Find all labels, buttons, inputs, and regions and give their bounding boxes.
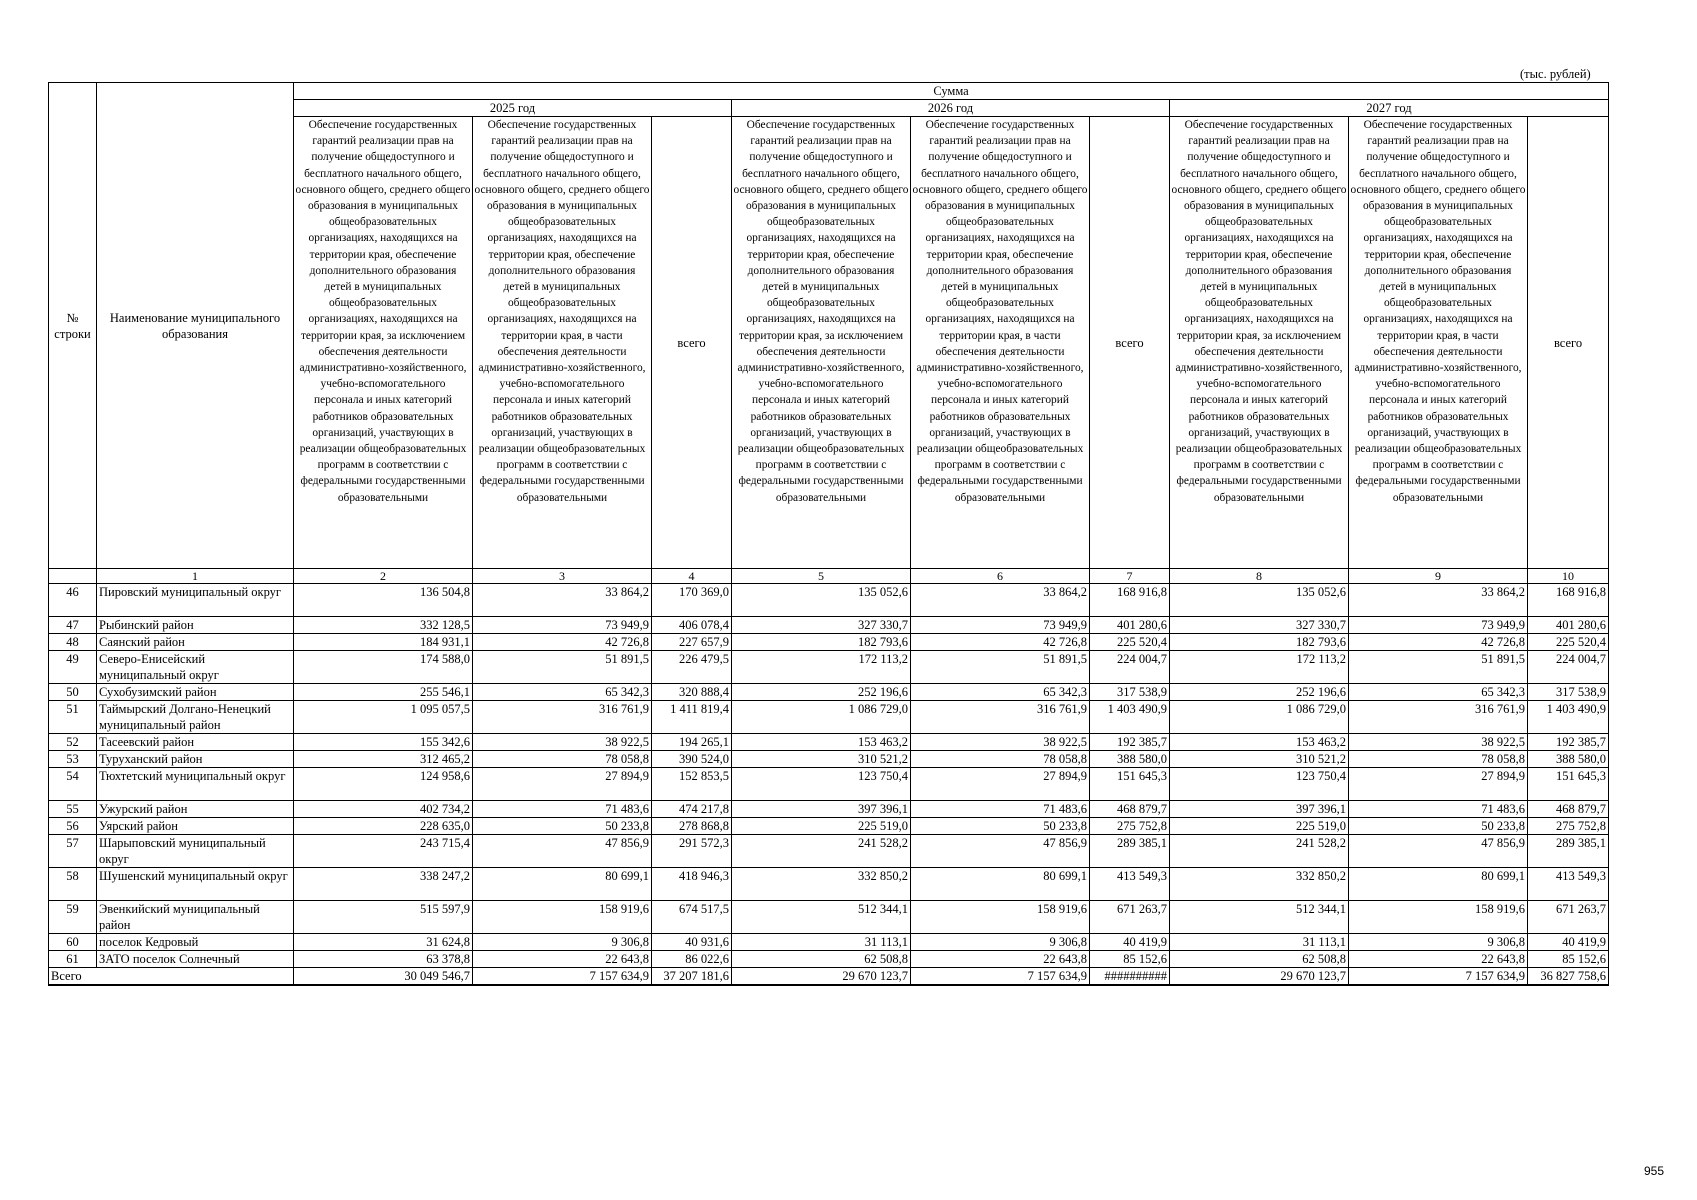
value-cell: 155 342,6 [294,734,473,751]
row-number: 59 [49,901,97,934]
municipality-name-text: Уярский район [99,819,178,833]
value-cell: 80 699,1 [911,868,1090,901]
value-cell: 515 597,9 [294,901,473,934]
value-cell: 275 752,8 [1528,818,1609,835]
value-cell: 401 280,6 [1528,617,1609,634]
value-cell: 42 726,8 [473,634,652,651]
value-cell: 512 344,1 [1170,901,1349,934]
header-sum: Сумма [294,83,1609,100]
value-cell: 192 385,7 [1090,734,1170,751]
value-cell: 22 643,8 [911,951,1090,968]
value-cell: 338 247,2 [294,868,473,901]
value-cell: 225 520,4 [1528,634,1609,651]
value-cell: 9 306,8 [473,934,652,951]
value-cell: 78 058,8 [1349,751,1528,768]
municipality-name [97,818,294,835]
value-cell: 255 546,1 [294,684,473,701]
value-cell: 153 463,2 [732,734,911,751]
value-cell: 291 572,3 [652,835,732,868]
row-number: 51 [49,701,97,734]
value-cell: 317 538,9 [1528,684,1609,701]
municipality-name-text: Саянский район [99,635,185,649]
table-row [49,835,1609,868]
table-row [49,751,1609,768]
value-cell: 152 853,5 [652,768,732,801]
value-cell: 31 624,8 [294,934,473,951]
header-year-2026: 2026 год [732,100,1170,117]
row-number: 52 [49,734,97,751]
col-number: 4 [652,569,732,584]
municipality-name [97,868,294,901]
total-value-cell: 29 670 123,7 [732,968,911,986]
value-cell: 243 715,4 [294,835,473,868]
units-label: (тыс. рублей) [1520,67,1591,81]
municipality-name-text: Северо-Енисейский муниципальный округ [99,652,219,682]
value-cell: 158 919,6 [911,901,1090,934]
value-cell: 31 113,1 [732,934,911,951]
value-cell: 85 152,6 [1090,951,1170,968]
row-number: 50 [49,684,97,701]
value-cell: 38 922,5 [473,734,652,751]
value-cell: 225 519,0 [1170,818,1349,835]
value-cell: 71 483,6 [911,801,1090,818]
total-value-cell: 36 827 758,6 [1528,968,1609,986]
table-row [49,768,1609,801]
value-cell: 225 519,0 [732,818,911,835]
value-cell: 86 022,6 [652,951,732,968]
value-cell: 85 152,6 [1528,951,1609,968]
value-cell: 184 931,1 [294,634,473,651]
value-cell: 123 750,4 [1170,768,1349,801]
value-cell: 136 504,8 [294,584,473,617]
municipality-name-text: Тасеевский район [99,735,195,749]
municipality-name-text: Рыбинский район [99,618,194,632]
municipality-name-text: ЗАТО поселок Солнечный [99,952,240,966]
value-cell: 310 521,2 [732,751,911,768]
value-cell: 225 520,4 [1090,634,1170,651]
header-desc-2025-a: Обеспечение государственных гарантий реализации прав на получение общедоступного и бесплатного начального общего, основного общего, среднего общего образования в муниципальных общеобразовательных организациях, находящихся на территории края, обеспечение дополнительного образования детей в муниципальных общеобразовательных организациях, находящихся на территории края, за исключением обеспечения деятельности административно-хозяйственного, учебно-вспомогательного персонала и иных категорий работников образовательных организаций, участвующих в реализации общеобразовательных программ в соответствии с федеральными государственными образовательными [294,117,473,569]
value-cell: 241 528,2 [1170,835,1349,868]
page-number: 955 [1644,1164,1665,1178]
value-cell: 224 004,7 [1090,651,1170,684]
value-cell: 316 761,9 [473,701,652,734]
row-number: 56 [49,818,97,835]
value-cell: 289 385,1 [1528,835,1609,868]
col-number: 2 [294,569,473,584]
table-row [49,701,1609,734]
header-row-no: № строки [49,83,97,569]
value-cell: 135 052,6 [1170,584,1349,617]
value-cell: 151 645,3 [1090,768,1170,801]
value-cell: 33 864,2 [911,584,1090,617]
value-cell: 27 894,9 [473,768,652,801]
table-row [49,801,1609,818]
value-cell: 671 263,7 [1528,901,1609,934]
header-total-2026: всего [1090,117,1170,569]
value-cell: 73 949,9 [1349,617,1528,634]
value-cell: 320 888,4 [652,684,732,701]
municipality-name [97,651,294,684]
value-cell: 312 465,2 [294,751,473,768]
value-cell: 151 645,3 [1528,768,1609,801]
value-cell: 80 699,1 [473,868,652,901]
header-year-2025: 2025 год [294,100,732,117]
value-cell: 33 864,2 [1349,584,1528,617]
value-cell: 172 113,2 [732,651,911,684]
municipality-name [97,934,294,951]
value-cell: 33 864,2 [473,584,652,617]
value-cell: 50 233,8 [473,818,652,835]
row-number: 49 [49,651,97,684]
value-cell: 671 263,7 [1090,901,1170,934]
value-cell: 50 233,8 [911,818,1090,835]
value-cell: 168 916,8 [1090,584,1170,617]
value-cell: 275 752,8 [1090,818,1170,835]
table-row [49,617,1609,634]
municipality-name [97,901,294,934]
table-row [49,951,1609,968]
value-cell: 78 058,8 [473,751,652,768]
municipality-name-text: Эвенкийский муниципальный район [99,902,260,932]
value-cell: 22 643,8 [473,951,652,968]
row-number: 46 [49,584,97,617]
value-cell: 332 128,5 [294,617,473,634]
value-cell: 1 086 729,0 [732,701,911,734]
municipality-name [97,801,294,818]
value-cell: 289 385,1 [1090,835,1170,868]
value-cell: 124 958,6 [294,768,473,801]
municipality-name [97,584,294,617]
table-row [49,734,1609,751]
total-value-cell: 30 049 546,7 [294,968,473,986]
value-cell: 468 879,7 [1528,801,1609,818]
municipality-name-text: Пировский муниципальный округ [99,585,282,599]
value-cell: 1 403 490,9 [1528,701,1609,734]
col-number: 1 [97,569,294,584]
value-cell: 153 463,2 [1170,734,1349,751]
value-cell: 63 378,8 [294,951,473,968]
value-cell: 310 521,2 [1170,751,1349,768]
value-cell: 397 396,1 [1170,801,1349,818]
municipality-name [97,751,294,768]
value-cell: 418 946,3 [652,868,732,901]
value-cell: 27 894,9 [911,768,1090,801]
value-cell: 22 643,8 [1349,951,1528,968]
value-cell: 278 868,8 [652,818,732,835]
value-cell: 327 330,7 [1170,617,1349,634]
value-cell: 158 919,6 [1349,901,1528,934]
value-cell: 172 113,2 [1170,651,1349,684]
value-cell: 226 479,5 [652,651,732,684]
row-number: 47 [49,617,97,634]
value-cell: 47 856,9 [473,835,652,868]
value-cell: 1 403 490,9 [1090,701,1170,734]
row-number: 54 [49,768,97,801]
value-cell: 1 086 729,0 [1170,701,1349,734]
col-number: 10 [1528,569,1609,584]
value-cell: 40 419,9 [1528,934,1609,951]
value-cell: 512 344,1 [732,901,911,934]
value-cell: 316 761,9 [1349,701,1528,734]
header-desc-2026-b: Обеспечение государственных гарантий реализации прав на получение общедоступного и бесплатного начального общего, основного общего, среднего общего образования в муниципальных общеобразовательных организациях, находящихся на территории края, обеспечение дополнительного образования детей в муниципальных общеобразовательных организациях, находящихся на территории края, в части обеспечения деятельности административно-хозяйственного, учебно-вспомогательного персонала и иных категорий работников образовательных организаций, участвующих в реализации общеобразовательных программ в соответствии с федеральными государственными образовательными [911,117,1090,569]
value-cell: 252 196,6 [732,684,911,701]
value-cell: 327 330,7 [732,617,911,634]
municipality-name [97,951,294,968]
municipality-name-text: Шарыповский муниципальный округ [99,836,266,866]
value-cell: 192 385,7 [1528,734,1609,751]
municipality-name-text: поселок Кедровый [99,935,199,949]
value-cell: 9 306,8 [911,934,1090,951]
header-total-2027: всего [1528,117,1609,569]
municipality-name-text: Ужурский район [99,802,188,816]
header-desc-2026-a: Обеспечение государственных гарантий реализации прав на получение общедоступного и бесплатного начального общего, основного общего, среднего общего образования в муниципальных общеобразовательных организациях, находящихся на территории края, обеспечение дополнительного образования детей в муниципальных общеобразовательных организациях, находящихся на территории края, за исключением обеспечения деятельности административно-хозяйственного, учебно-вспомогательного персонала и иных категорий работников образовательных организаций, участвующих в реализации общеобразовательных программ в соответствии с федеральными государственными образовательными [732,117,911,569]
value-cell: 80 699,1 [1349,868,1528,901]
value-cell: 123 750,4 [732,768,911,801]
table-row [49,901,1609,934]
value-cell: 174 588,0 [294,651,473,684]
value-cell: 73 949,9 [911,617,1090,634]
total-value-cell: 29 670 123,7 [1170,968,1349,986]
col-number: 9 [1349,569,1528,584]
value-cell: 228 635,0 [294,818,473,835]
municipality-name [97,634,294,651]
table-row [49,868,1609,901]
table-row [49,934,1609,951]
header-desc-2027-a: Обеспечение государственных гарантий реализации прав на получение общедоступного и бесплатного начального общего, основного общего, среднего общего образования в муниципальных общеобразовательных организациях, находящихся на территории края, обеспечение дополнительного образования детей в муниципальных общеобразовательных организациях, находящихся на территории края, за исключением обеспечения деятельности административно-хозяйственного, учебно-вспомогательного персонала и иных категорий работников образовательных организаций, участвующих в реализации общеобразовательных программ в соответствии с федеральными государственными образовательными [1170,117,1349,569]
header-desc-2025-b: Обеспечение государственных гарантий реализации прав на получение общедоступного и бесплатного начального общего, основного общего, среднего общего образования в муниципальных общеобразовательных организациях, находящихся на территории края, обеспечение дополнительного образования детей в муниципальных общеобразовательных организациях, находящихся на территории края, в части обеспечения деятельности административно-хозяйственного, учебно-вспомогательного персонала и иных категорий работников образовательных организаций, участвующих в реализации общеобразовательных программ в соответствии с федеральными государственными образовательными [473,117,652,569]
value-cell: 252 196,6 [1170,684,1349,701]
value-cell: 168 916,8 [1528,584,1609,617]
total-value-cell: 7 157 634,9 [911,968,1090,986]
value-cell: 317 538,9 [1090,684,1170,701]
value-cell: 401 280,6 [1090,617,1170,634]
value-cell: 27 894,9 [1349,768,1528,801]
value-cell: 47 856,9 [911,835,1090,868]
value-cell: 397 396,1 [732,801,911,818]
value-cell: 71 483,6 [1349,801,1528,818]
value-cell: 332 850,2 [732,868,911,901]
value-cell: 38 922,5 [1349,734,1528,751]
col-number [49,569,97,584]
value-cell: 390 524,0 [652,751,732,768]
value-cell: 402 734,2 [294,801,473,818]
total-row [49,968,1609,986]
value-cell: 31 113,1 [1170,934,1349,951]
municipality-name-text: Тюхтетский муниципальный округ [99,769,286,783]
municipality-name [97,768,294,801]
table-row [49,584,1609,617]
value-cell: 65 342,3 [911,684,1090,701]
header-total-2025: всего [652,117,732,569]
municipality-name [97,734,294,751]
municipality-name-text: Шушенский муниципальный округ [99,869,288,883]
value-cell: 51 891,5 [473,651,652,684]
municipality-name-text: Таймырский Долгано-Ненецкий муниципальный район [99,702,271,732]
value-cell: 47 856,9 [1349,835,1528,868]
col-number: 6 [911,569,1090,584]
value-cell: 1 411 819,4 [652,701,732,734]
value-cell: 224 004,7 [1528,651,1609,684]
col-number: 7 [1090,569,1170,584]
value-cell: 51 891,5 [1349,651,1528,684]
value-cell: 65 342,3 [473,684,652,701]
table-row [49,684,1609,701]
header-name: Наименование муниципального образования [97,83,294,569]
value-cell: 388 580,0 [1090,751,1170,768]
header-year-2027: 2027 год [1170,100,1609,117]
value-cell: 227 657,9 [652,634,732,651]
value-cell: 241 528,2 [732,835,911,868]
row-number: 53 [49,751,97,768]
value-cell: 50 233,8 [1349,818,1528,835]
value-cell: 170 369,0 [652,584,732,617]
value-cell: 182 793,6 [732,634,911,651]
value-cell: 413 549,3 [1090,868,1170,901]
value-cell: 413 549,3 [1528,868,1609,901]
total-label: Всего [49,968,294,986]
value-cell: 182 793,6 [1170,634,1349,651]
value-cell: 71 483,6 [473,801,652,818]
total-value-cell: 7 157 634,9 [473,968,652,986]
municipality-name-text: Туруханский район [99,752,203,766]
value-cell: 474 217,8 [652,801,732,818]
value-cell: 62 508,8 [732,951,911,968]
row-number: 57 [49,835,97,868]
value-cell: 135 052,6 [732,584,911,617]
value-cell: 65 342,3 [1349,684,1528,701]
value-cell: 62 508,8 [1170,951,1349,968]
table-row [49,634,1609,651]
total-value-cell: 7 157 634,9 [1349,968,1528,986]
value-cell: 38 922,5 [911,734,1090,751]
row-number: 48 [49,634,97,651]
value-cell: 73 949,9 [473,617,652,634]
value-cell: 158 919,6 [473,901,652,934]
value-cell: 42 726,8 [1349,634,1528,651]
value-cell: 316 761,9 [911,701,1090,734]
total-value-cell: 37 207 181,6 [652,968,732,986]
header-desc-2027-b: Обеспечение государственных гарантий реализации прав на получение общедоступного и бесплатного начального общего, основного общего, среднего общего образования в муниципальных общеобразовательных организациях, находящихся на территории края, обеспечение дополнительного образования детей в муниципальных общеобразовательных организациях, находящихся на территории края, в части обеспечения деятельности административно-хозяйственного, учебно-вспомогательного персонала и иных категорий работников образовательных организаций, участвующих в реализации общеобразовательных программ в соответствии с федеральными государственными образовательными [1349,117,1528,569]
col-number: 8 [1170,569,1349,584]
row-number: 58 [49,868,97,901]
row-number: 60 [49,934,97,951]
municipality-name [97,835,294,868]
value-cell: 9 306,8 [1349,934,1528,951]
municipality-name [97,684,294,701]
value-cell: 40 419,9 [1090,934,1170,951]
value-cell: 51 891,5 [911,651,1090,684]
municipality-name-text: Сухобузимский район [99,685,217,699]
value-cell: 1 095 057,5 [294,701,473,734]
row-number: 61 [49,951,97,968]
table-row [49,651,1609,684]
table-row [49,818,1609,835]
row-number: 55 [49,801,97,818]
col-number: 5 [732,569,911,584]
municipality-name [97,617,294,634]
value-cell: 468 879,7 [1090,801,1170,818]
value-cell: 388 580,0 [1528,751,1609,768]
value-cell: 332 850,2 [1170,868,1349,901]
value-cell: 78 058,8 [911,751,1090,768]
value-cell: 40 931,6 [652,934,732,951]
value-cell: 194 265,1 [652,734,732,751]
col-number: 3 [473,569,652,584]
total-value-cell: ########## [1090,968,1170,986]
value-cell: 42 726,8 [911,634,1090,651]
municipality-name [97,701,294,734]
value-cell: 406 078,4 [652,617,732,634]
budget-table [48,82,1609,986]
value-cell: 674 517,5 [652,901,732,934]
